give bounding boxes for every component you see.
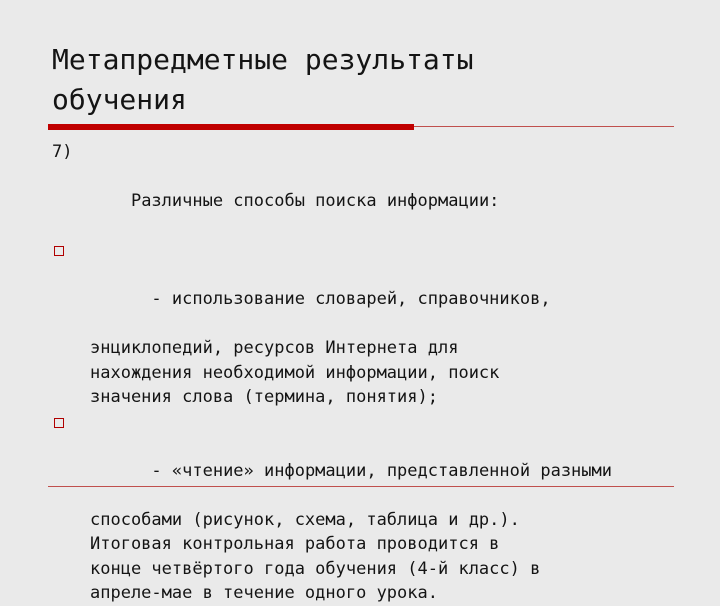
bullet-1-line-4 [52,385,692,410]
closing-line-1 [52,532,692,557]
bullet-1-line-3 [52,361,692,386]
closing-line-3 [52,581,692,606]
closing-text-1: Итоговая контрольная работа проводится в [90,534,500,554]
title-line-1: Метапредметные результаты [52,43,474,76]
bullet-2-line-1 [52,410,692,508]
square-bullet-icon [54,418,64,428]
bullet-1-text-4: значения слова (термина, понятия); [90,387,438,407]
title-underline [48,124,674,130]
bullet-2-line-2 [52,508,692,533]
bullet-2-text-1: - «чтение» информации, представленной разными [151,460,612,481]
bullet-2-text-2: способами (рисунок, схема, таблица и др.). [90,509,520,530]
bullet-1-text-3: нахождения необходимой информации, поиск [90,362,500,383]
slide-body [52,140,692,606]
square-bullet-icon [54,246,64,256]
title-line-2: обучения [52,83,187,116]
item-number: 7) [52,142,73,162]
bullet-1-text-1: - использование словарей, справочников, [151,289,551,309]
bullet-1-line-2 [52,336,692,361]
closing-text-3: апреле-мае в течение одного урока. [90,583,438,603]
closing-paragraph [52,532,692,606]
footer-divider [48,486,674,487]
bullet-1-line-1 [52,238,692,336]
bullet-item-1 [52,238,692,410]
title-underline-accent [48,124,414,130]
closing-line-2 [52,557,692,582]
slide-title [52,40,672,120]
intro-text: Различные способы поиска информации: [130,191,500,211]
bullet-1-text-2: энциклопедий, ресурсов Интернета для [90,338,459,358]
closing-text-2: конце четвёртого года обучения (4-й класс) в [90,558,541,579]
bullet-item-2 [52,410,692,533]
intro-line [52,140,692,238]
